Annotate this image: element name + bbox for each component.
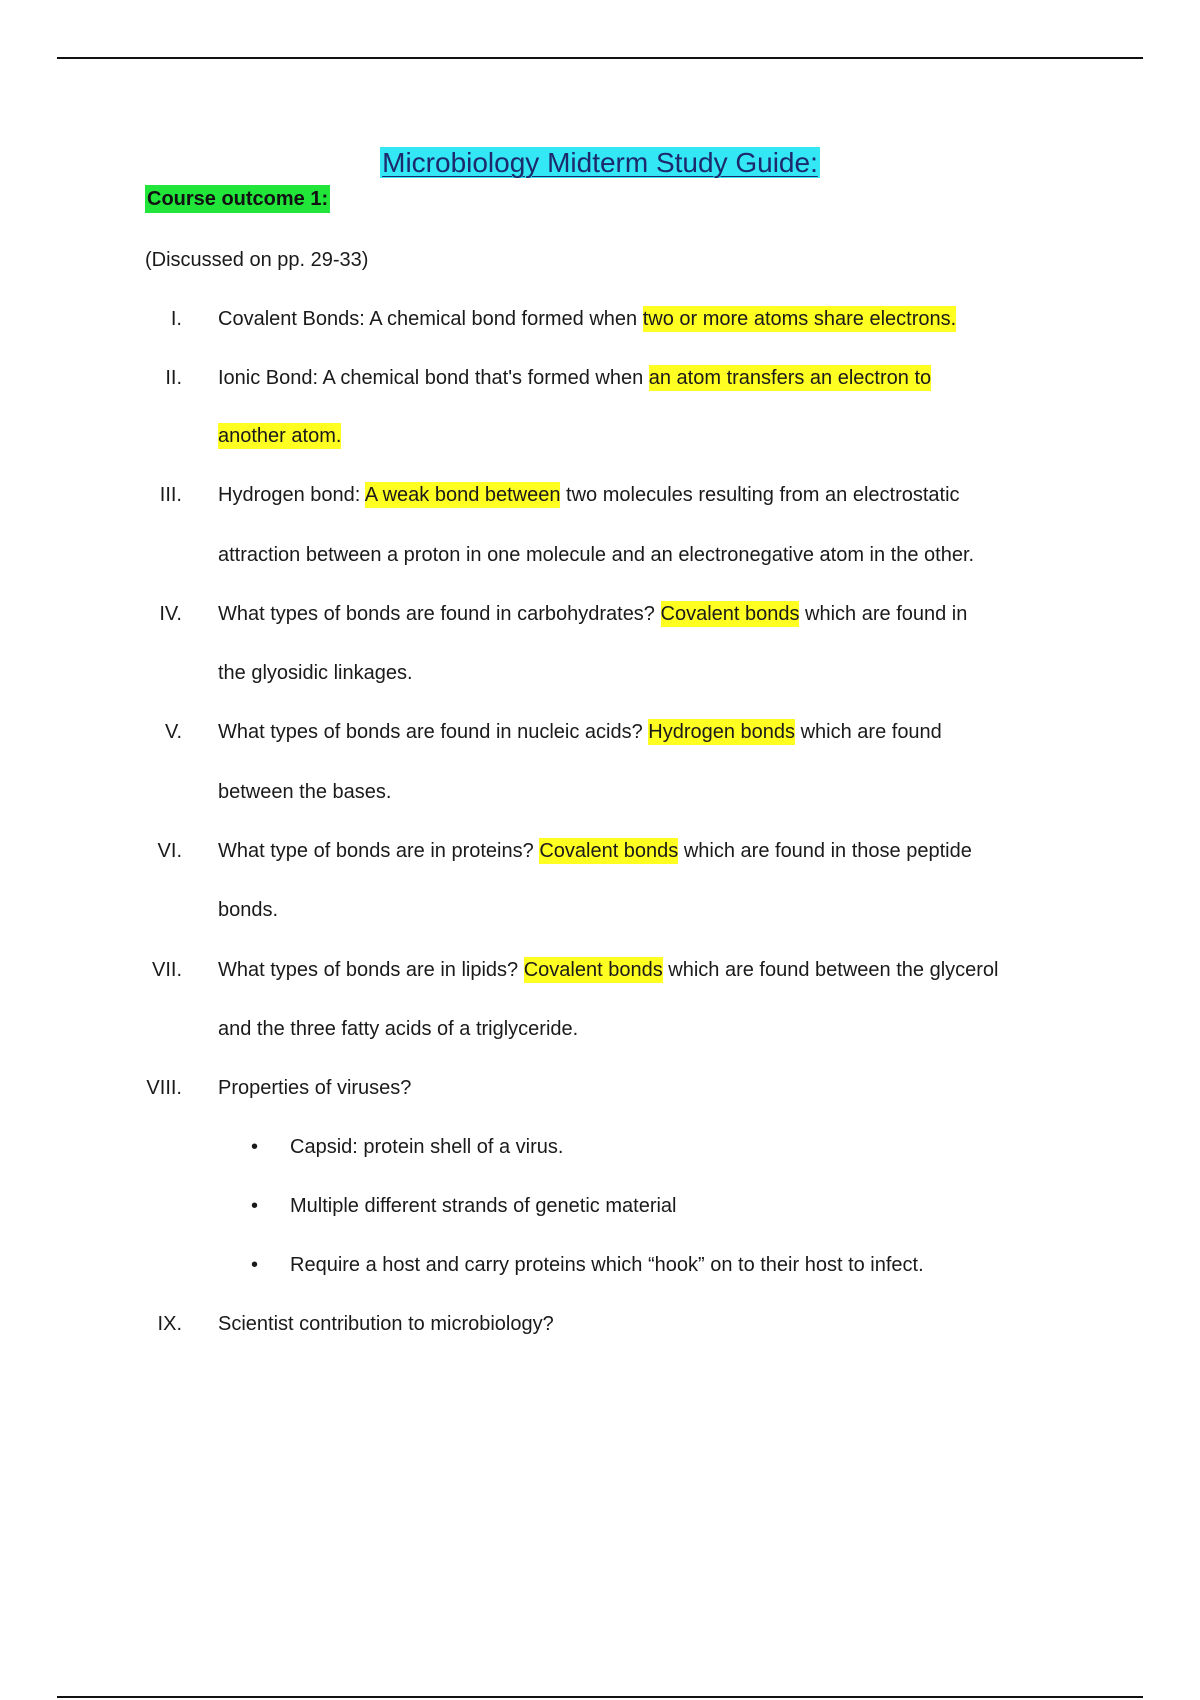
item-text-continued bbox=[218, 422, 341, 450]
page-title: Microbiology Midterm Study Guide: bbox=[382, 147, 818, 178]
item-text: Properties of viruses? bbox=[218, 1077, 412, 1099]
highlight: Covalent bonds bbox=[660, 603, 800, 625]
bullet-item: Multiple different strands of genetic material bbox=[290, 1195, 677, 1217]
bullet-item: Require a host and carry proteins which “hook” on to their host to infect. bbox=[290, 1254, 924, 1276]
highlight: Covalent bonds bbox=[539, 840, 679, 862]
item-number: VIII. bbox=[146, 1077, 182, 1099]
item-text: Covalent Bonds: A chemical bond formed when two or more atoms share electrons. bbox=[218, 308, 957, 330]
item-text: What types of bonds are found in nucleic acids? Hydrogen bonds which are found bbox=[218, 721, 942, 743]
item-text: Hydrogen bond: A weak bond between two molecules resulting from an electrostatic bbox=[218, 484, 960, 506]
item-text: What type of bonds are in proteins? Covalent bonds which are found in those peptide bbox=[218, 840, 972, 862]
item-text-continued: bonds. bbox=[218, 899, 279, 921]
item-text: What types of bonds are found in carbohydrates? Covalent bonds which are found in bbox=[218, 603, 968, 625]
item-text-continued: and the three fatty acids of a triglyceride. bbox=[218, 1018, 579, 1040]
bullet-item: Capsid: protein shell of a virus. bbox=[290, 1136, 564, 1158]
course-outcome-heading: Course outcome 1: bbox=[145, 185, 330, 213]
item-text-continued: attraction between a proton in one molecule and an electronegative atom in the other. bbox=[218, 544, 975, 566]
footer-rule bbox=[57, 1696, 1143, 1698]
bullet-icon: • bbox=[251, 1136, 259, 1158]
item-text-continued: between the bases. bbox=[218, 781, 392, 803]
item-number: II. bbox=[165, 367, 182, 389]
highlight: two or more atoms share electrons. bbox=[642, 308, 957, 330]
header-rule bbox=[57, 57, 1143, 59]
item-number: V. bbox=[164, 721, 182, 743]
item-number: I. bbox=[170, 308, 182, 330]
discussed-pages-note: (Discussed on pp. 29-33) bbox=[145, 249, 369, 271]
highlight: an atom transfers an electron to bbox=[648, 367, 932, 389]
item-text: Ionic Bond: A chemical bond that's formed when an atom transfers an electron to bbox=[218, 367, 932, 389]
item-text-continued: the glyosidic linkages. bbox=[218, 662, 413, 684]
highlight: Covalent bonds bbox=[523, 959, 663, 981]
item-number: VII. bbox=[151, 959, 182, 981]
item-number: III. bbox=[159, 484, 182, 506]
item-number: VI. bbox=[157, 840, 182, 862]
item-text: Scientist contribution to microbiology? bbox=[218, 1313, 554, 1335]
item-text: What types of bonds are in lipids? Covalent bonds which are found between the glycerol bbox=[218, 959, 999, 981]
item-number: IV. bbox=[159, 603, 182, 625]
highlight: Hydrogen bonds bbox=[648, 721, 796, 743]
highlight: A weak bond between bbox=[364, 484, 561, 506]
highlight: another atom. bbox=[218, 425, 342, 447]
bullet-icon: • bbox=[251, 1195, 259, 1217]
item-number: IX. bbox=[157, 1313, 182, 1335]
bullet-icon: • bbox=[251, 1254, 259, 1276]
